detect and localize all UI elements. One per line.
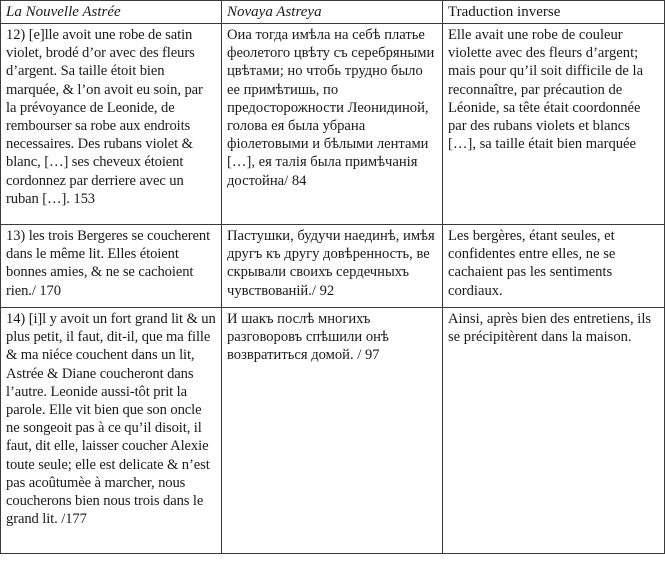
cell-russian: Пастушки, будучи наединѣ, имѣя другъ къ другу довѣренность, ве скрывали своихъ сердечныхъ чувствованій./ 92 (222, 225, 443, 308)
table-header-row (1, 1, 665, 24)
cell-french: 13) les trois Bergeres se coucherent dans le même lit. Elles étoient bonnes amies, & ne se cachoient rien./ 170 (1, 225, 222, 308)
cell-russian: И шакъ послѣ многихъ разговоровъ спѣшили онѣ возвратиться домой. / 97 (222, 308, 443, 554)
cell-french: 14) [i]l y avoit un fort grand lit & un plus petit, il faut, dit-il, que ma fille & ma niéce couchent dans un lit, Astrée & Diane coucheront dans l’autre. Leonide aussi-tôt prit la parole. Elle vit bien que son oncle ne songeoit pas à ce qu’il disoit, il faut, dit elle, laisser coucher Alexie toute seule; elle est delicate & n’est pas acoûtumèe à marcher, nous coucherons bien nous trois dans le grand lit. /177 (1, 308, 222, 554)
header-russian: Novaya Astreya (222, 1, 443, 24)
cell-russian: Оиа тогда имѣла на себѣ платье феолетого цвѣту съ серебряными цвѣтами; но чтобь трудно было ее примѣтишь, по предосторожности Леонидиной, голова ея была убрана фіолетовыми и бѣлыми лентами […], ея талія была примѣчанія достойна/ 84 (222, 24, 443, 225)
header-french: La Nouvelle Astrée (1, 1, 222, 24)
header-back-translation: Traduction inverse (443, 1, 665, 24)
cell-back-translation: Les bergères, étant seules, et confidentes entre elles, ne se cachaient pas les sentiments cordiaux. (443, 225, 665, 308)
table-row (1, 24, 665, 225)
table-row (1, 308, 665, 554)
cell-back-translation: Ainsi, après bien des entretiens, ils se précipitèrent dans la maison. (443, 308, 665, 554)
cell-back-translation: Elle avait une robe de couleur violette avec des fleurs d’argent; mais pour qu’il soit difficile de la reconnaître, par précaution de Léonide, sa tête était coordonnée par des rubans violets et blancs […], sa taille était bien marquée (443, 24, 665, 225)
cell-french: 12) [e]lle avoit une robe de satin violet, brodé d’or avec des fleurs d’argent. Sa taille étoit bien marquée, & l’on avoit eu soin, par la prévoyance de Leonide, de rembourser sa robe aux endroits necessaires. Des rubans violet & blanc, […] ses cheveux étoient cordonnez par derriere avec un ruban […]. 153 (1, 24, 222, 225)
table-row (1, 225, 665, 308)
